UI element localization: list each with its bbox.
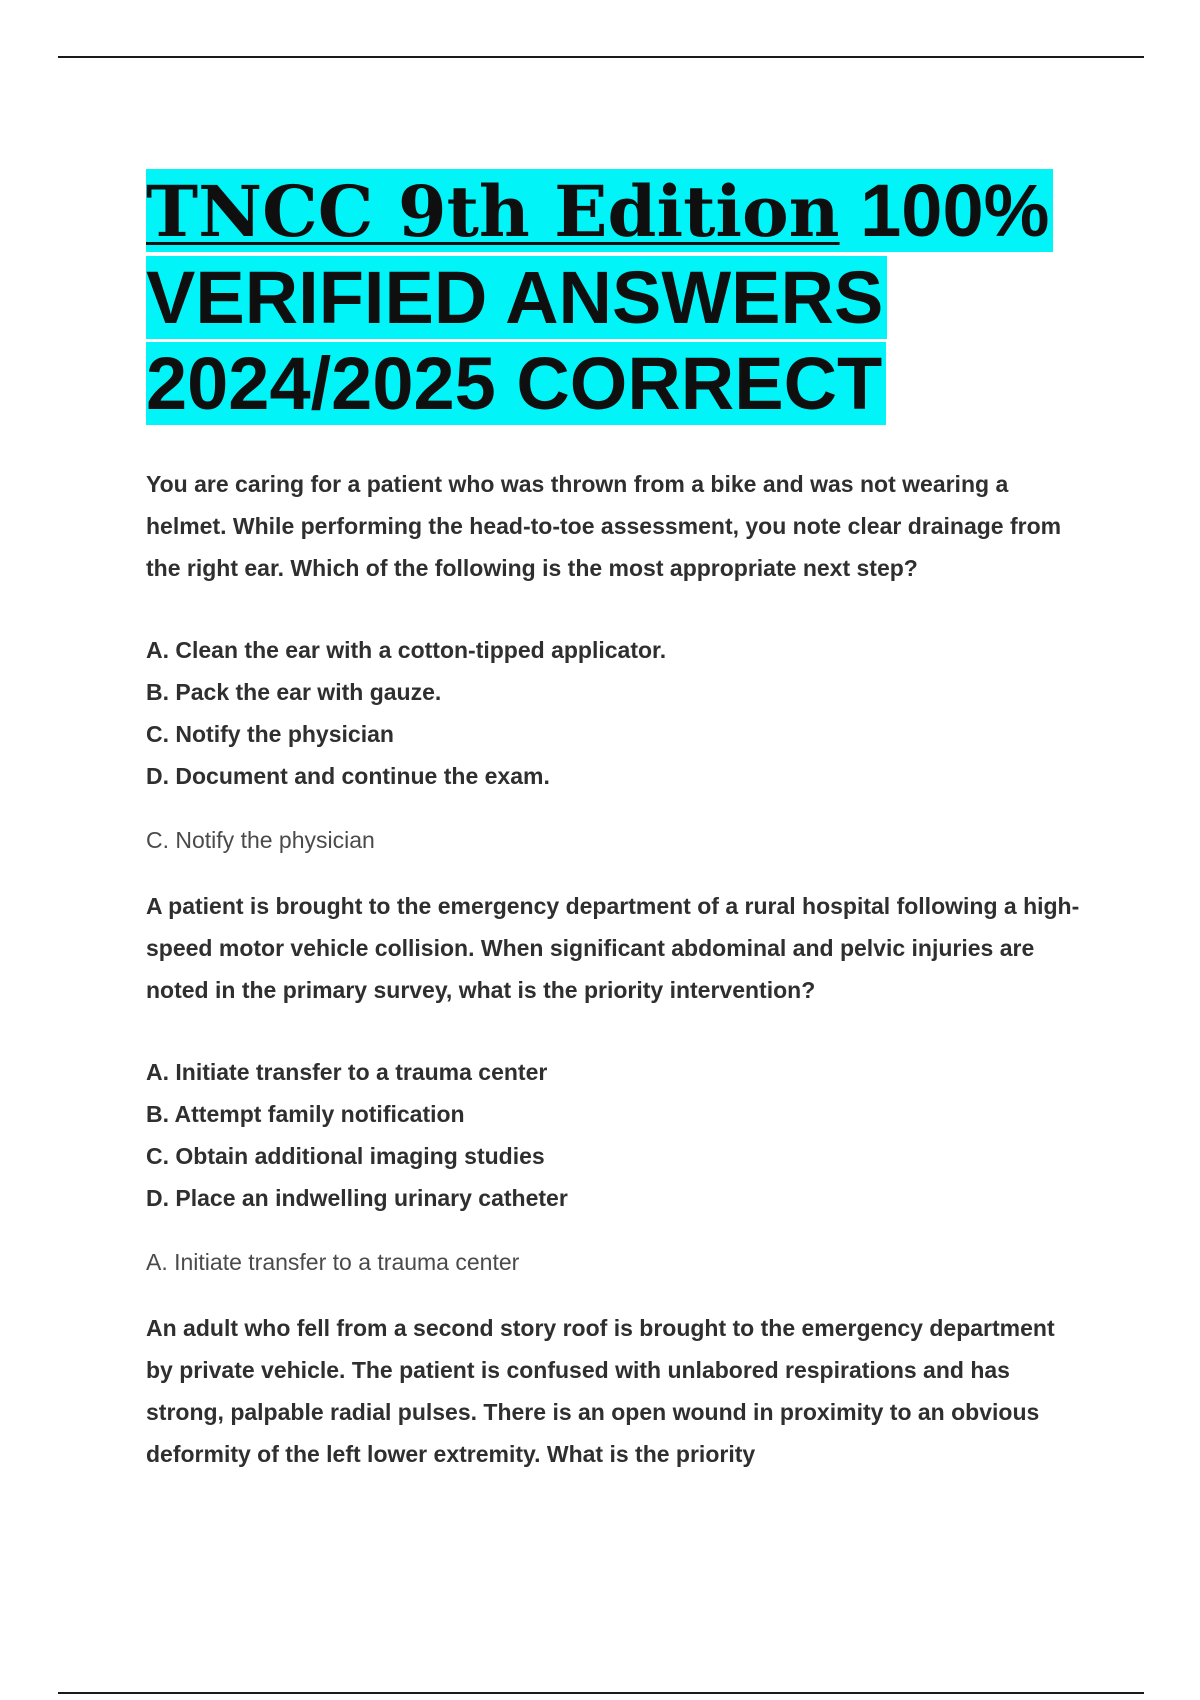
page-content (146, 168, 1086, 1475)
bottom-rule (58, 1692, 1144, 1694)
top-rule (58, 56, 1144, 58)
option-list (146, 629, 1086, 797)
question-text: A patient is brought to the emergency department of a rural hospital following a high-speed motor vehicle collision. When significant abdominal and pelvic injuries are noted in the primary survey, what is the priority intervention? (146, 893, 1080, 1003)
question-text: You are caring for a patient who was thrown from a bike and was not wearing a helmet. While performing the head-to-toe assessment, you note clear drainage from the right ear. Which of the following is the most appropriate next step? (146, 471, 1062, 581)
option-item: B. Pack the ear with gauze. (146, 679, 442, 705)
option-item: C. Obtain additional imaging studies (146, 1143, 545, 1169)
question-block-1 (146, 463, 1086, 861)
option-item: D. Place an indwelling urinary catheter (146, 1185, 568, 1211)
option-item: A. Clean the ear with a cotton-tipped applicator. (146, 637, 667, 663)
option-list (146, 1051, 1086, 1219)
answer-text: A. Initiate transfer to a trauma center (146, 1249, 520, 1275)
title-edition: TNCC 9th Edition (146, 170, 840, 253)
option-item: D. Document and continue the exam. (146, 763, 550, 789)
question-block-2 (146, 885, 1086, 1283)
question-block-3 (146, 1307, 1086, 1475)
title-rest: 100% VERIFIED ANSWERS 2024/2025 CORRECT (146, 169, 1050, 425)
answer-text: C. Notify the physician (146, 827, 375, 853)
title-highlight (146, 169, 1053, 425)
option-item: C. Notify the physician (146, 721, 394, 747)
option-item: A. Initiate transfer to a trauma center (146, 1059, 548, 1085)
document-title (146, 168, 1086, 427)
question-text: An adult who fell from a second story roof is brought to the emergency department by private vehicle. The patient is confused with unlabored respirations and has strong, palpable radial pulses. There is an open wound in proximity to an obvious deformity of the left lower extremity. What is the priority (146, 1315, 1055, 1467)
option-item: B. Attempt family notification (146, 1101, 465, 1127)
